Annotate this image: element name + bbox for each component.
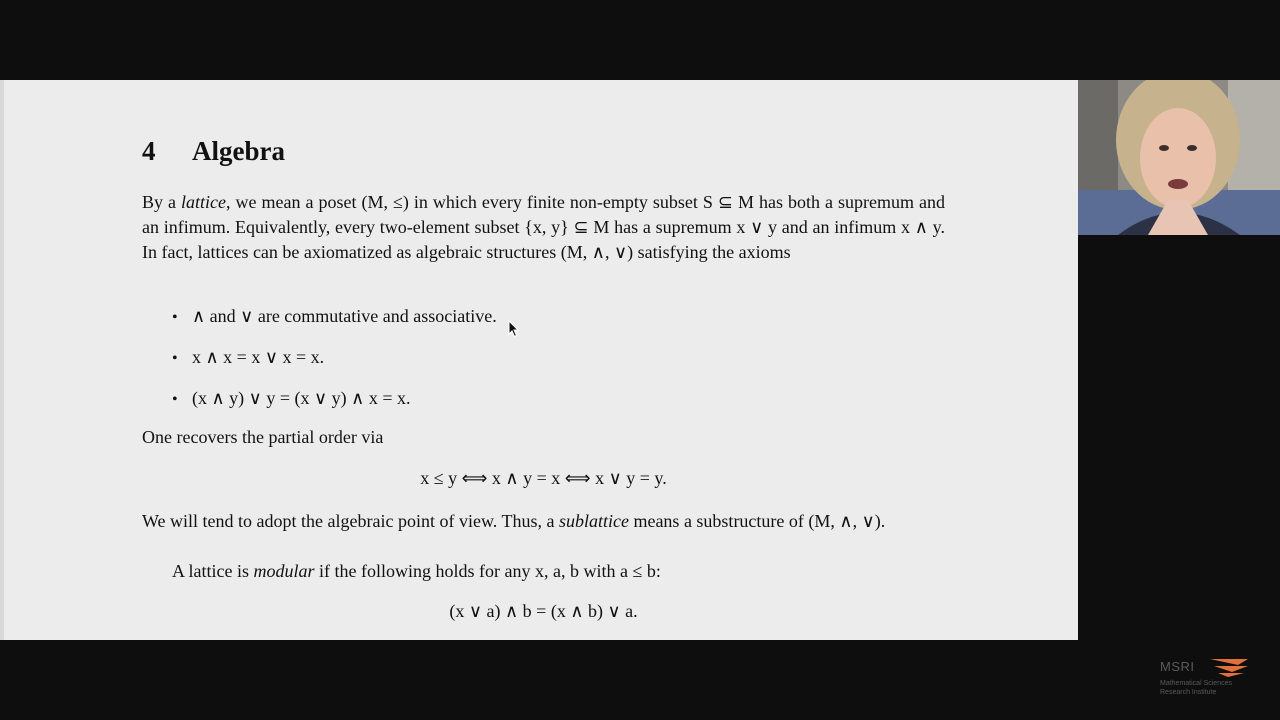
algebraic-paragraph [142, 509, 945, 534]
partial-order-equation: x ≤ y ⟺ x ∧ y = x ⟺ x ∨ y = y. [420, 468, 667, 488]
axiom-item-1 [172, 306, 497, 327]
logo-line-1: Mathematical Sciences [1160, 680, 1232, 687]
intro-text-a: By a [142, 192, 182, 212]
axiom-text: (x ∧ y) ∨ y = (x ∨ y) ∧ x = x. [192, 388, 411, 408]
axiom-text: ∧ and ∨ are commutative and associative. [192, 306, 497, 326]
sublattice-term: sublattice [558, 511, 629, 531]
modular-text-a: A lattice is [172, 561, 254, 581]
lattice-term: lattice [181, 192, 226, 212]
slide [0, 80, 1078, 640]
algebraic-text-a: We will tend to adopt the algebraic point of view. Thus, a [142, 511, 559, 531]
msri-logo-icon [1208, 657, 1252, 677]
logo-name: MSRI [1160, 659, 1195, 674]
msri-logo [1160, 655, 1260, 700]
intro-text-b: , we mean a poset (M, ≤) in which every finite non-empty subset S ⊆ M has both a supremum and an infimum. Equivalently, every two-element subset {x, y} ⊆ M has a supremum x ∨ y and an infimum x ∧ y. In fact, lattices can be axiomatized as algebraic structures (M, ∧, ∨) satisfying the axioms [142, 192, 945, 262]
modular-text-b: if the following holds for any x, a, b with a ≤ b: [314, 561, 661, 581]
algebraic-text-b: means a substructure of (M, ∧, ∨). [628, 511, 886, 531]
logo-line-2: Research Institute [1160, 689, 1217, 696]
speaker-video-icon [1078, 80, 1280, 235]
axiom-item-3 [172, 388, 410, 409]
section-number: 4 [142, 136, 156, 166]
section-title [142, 136, 285, 167]
axiom-text: x ∧ x = x ∨ x = x. [192, 347, 325, 367]
modular-term: modular [253, 561, 315, 581]
axiom-item-2 [172, 347, 324, 368]
speaker-webcam [1078, 80, 1280, 235]
modular-law-equation: (x ∨ a) ∧ b = (x ∧ b) ∨ a. [449, 601, 638, 621]
intro-paragraph [142, 190, 945, 265]
section-title-text: Algebra [192, 136, 285, 166]
modular-paragraph [172, 559, 945, 584]
bullet-icon: • [172, 391, 178, 408]
mouse-cursor-icon [508, 320, 520, 338]
bullet-icon: • [172, 350, 178, 367]
recover-text: One recovers the partial order via [142, 427, 384, 447]
bullet-icon: • [172, 309, 178, 326]
